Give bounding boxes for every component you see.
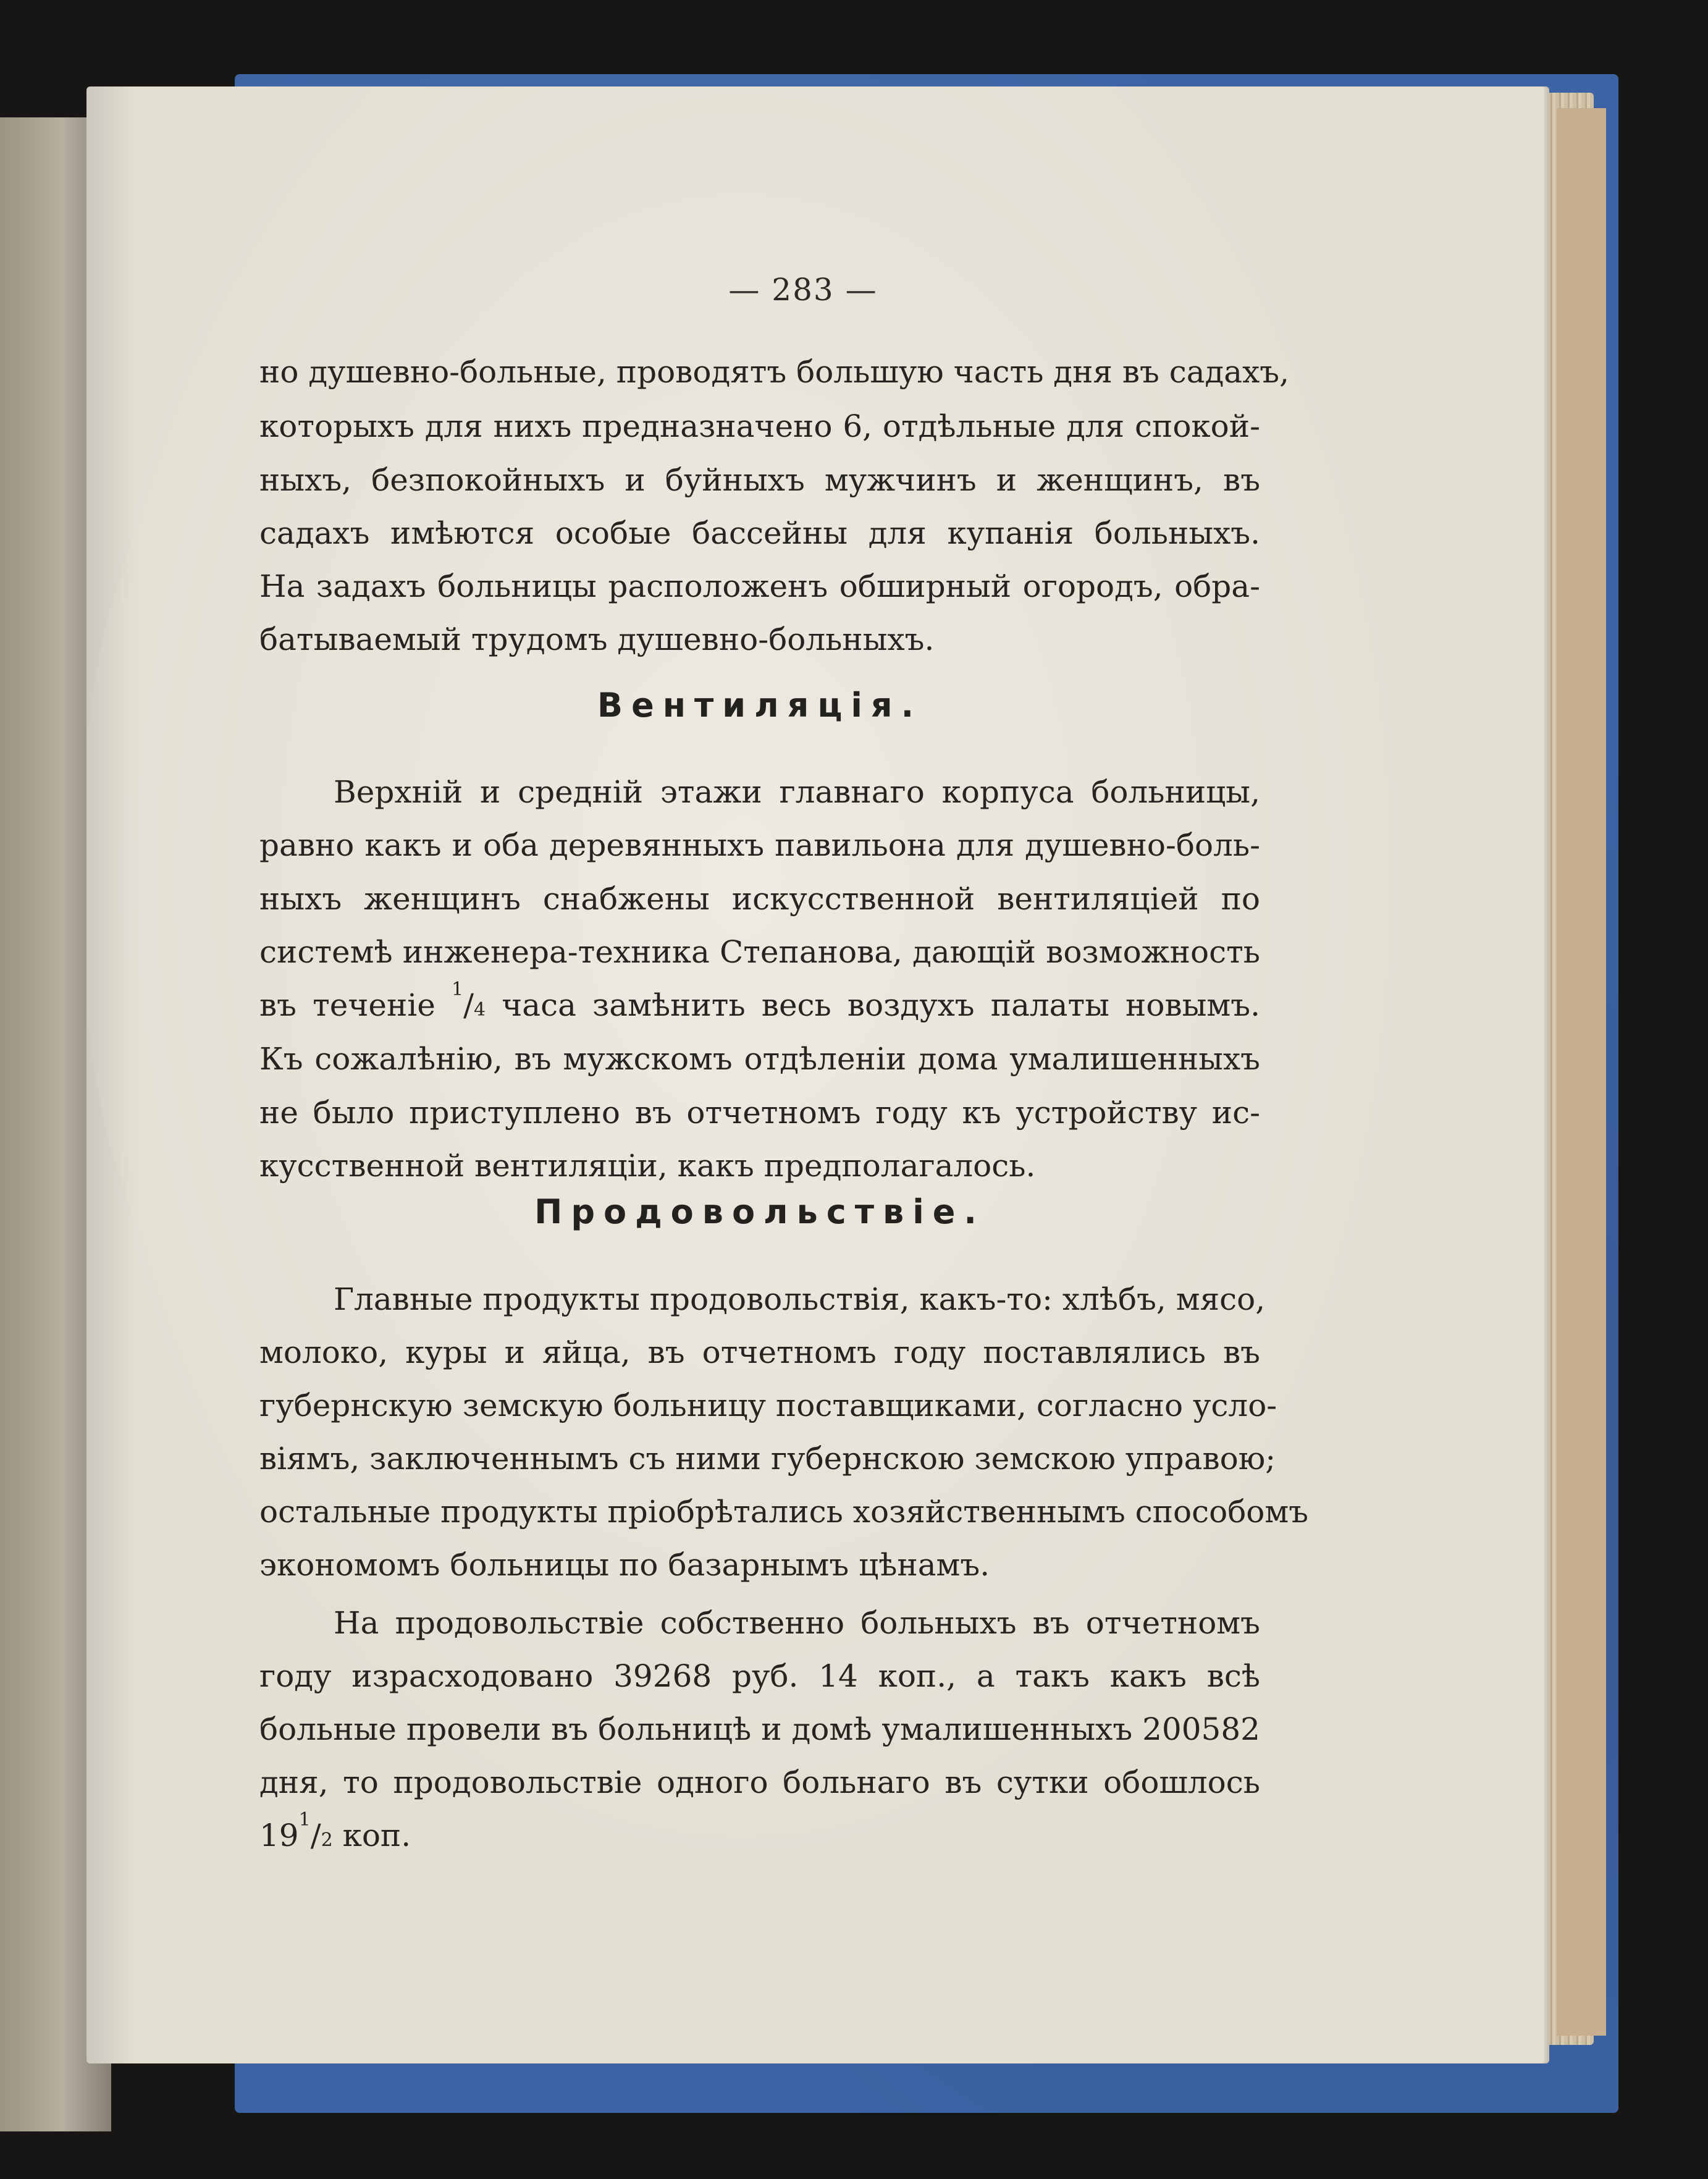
fraction-line-prefix: 19 [259, 1818, 299, 1853]
section-heading-ventilation: Вентиляція. [597, 686, 923, 725]
text-line: садахъ имѣются особые бассейны для купанія больныхъ. [259, 515, 1260, 551]
text-line-with-fraction: $19^1/2$ коп. [259, 1809, 411, 1853]
section-heading-provisions: Продовольствіе. [534, 1192, 985, 1231]
page-number: — 283 — [728, 272, 878, 308]
text-line: батываемый трудомъ душевно-больныхъ. [259, 622, 935, 657]
fraction-line-prefix: въ теченіе [259, 987, 452, 1023]
text-line: больные провели въ больницѣ и домѣ умалишенныхъ 200582 [259, 1711, 1260, 1747]
text-line: Къ сожалѣнію, въ мужскомъ отдѣленіи дома умалишенныхъ [259, 1041, 1260, 1077]
text-line: системѣ инженера-техника Степанова, дающій возможность [259, 934, 1260, 970]
text-line: но душевно-больные, проводятъ большую часть дня въ садахъ, [259, 354, 1290, 390]
fraction-numerator: 1 [452, 979, 464, 1000]
text-line: которыхъ для нихъ предназначено 6, отдѣльные для спокой- [259, 408, 1260, 444]
fraction-denominator: 4 [473, 999, 486, 1021]
text-line: Верхній и средній этажи главнаго корпуса больницы, [334, 774, 1260, 810]
text-line: ныхъ женщинъ снабжены искусственной вентиляціей по [259, 881, 1260, 917]
text-line: Главные продукты продовольствія, какъ-то: хлѣбъ, мясо, [334, 1281, 1266, 1317]
fraction-denominator: 2 [321, 1829, 333, 1851]
text-line: равно какъ и оба деревянныхъ павильона для душевно-боль- [259, 827, 1260, 863]
text-line: кусственной вентиляціи, какъ предполагалось. [259, 1148, 1036, 1184]
text-line: остальные продукты пріобрѣтались хозяйственнымъ способомъ [259, 1494, 1309, 1530]
text-line: На продовольствіе собственно больныхъ въ отчетномъ [334, 1605, 1260, 1641]
fraction-numerator: 1 [298, 1809, 311, 1831]
text-line: не было приступлено въ отчетномъ году къ устройству ис- [259, 1095, 1260, 1131]
fraction-line-suffix: часа замѣнить весь воздухъ палаты новымъ. [486, 987, 1261, 1023]
text-line: дня, то продовольствіе одного больнаго въ сутки обошлось [259, 1764, 1260, 1800]
text-line: молоко, куры и яйца, въ отчетномъ году поставлялись въ [259, 1334, 1260, 1370]
text-line: На задахъ больницы расположенъ обширный огородъ, обра- [259, 568, 1260, 604]
text-line: ныхъ, безпокойныхъ и буйныхъ мужчинъ и женщинъ, въ [259, 462, 1260, 498]
text-line: губернскую земскую больницу поставщиками, согласно усло- [259, 1388, 1277, 1423]
text-line: году израсходовано 39268 руб. 14 коп., а такъ какъ всѣ [259, 1658, 1260, 1694]
endpaper-strip [1557, 108, 1606, 2036]
text-line: экономомъ больницы по базарнымъ цѣнамъ. [259, 1547, 990, 1583]
fraction-line-suffix: коп. [332, 1818, 411, 1853]
text-line: віямъ, заключеннымъ съ ними губернскою земскою управою; [259, 1441, 1276, 1477]
text-line-with-fraction: въ теченіе $^1$/4 часа замѣнить весь воздухъ палаты новымъ. [259, 979, 1261, 1023]
